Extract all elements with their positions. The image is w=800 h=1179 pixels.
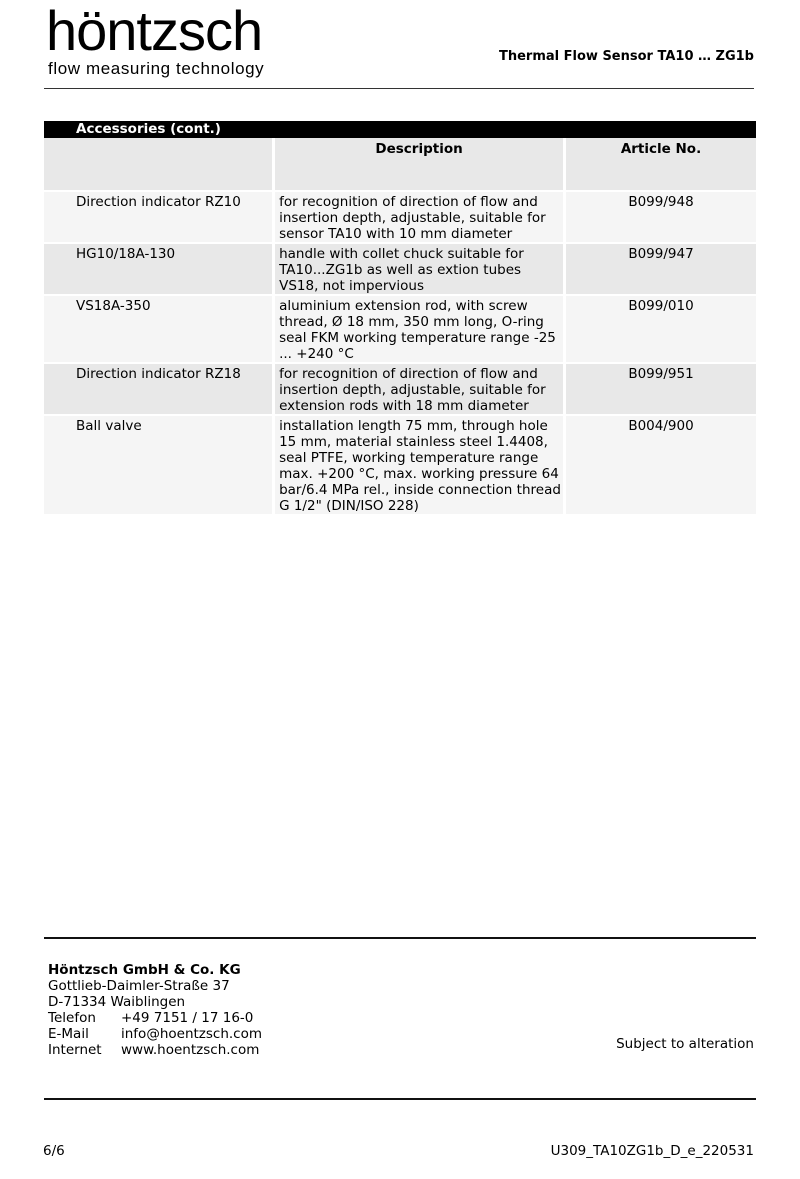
column-header-name bbox=[44, 138, 275, 190]
website-link[interactable]: www.hoentzsch.com bbox=[121, 1042, 260, 1058]
item-name: VS18A-350 bbox=[44, 294, 275, 362]
table-row bbox=[44, 294, 756, 362]
item-article-no: B099/947 bbox=[566, 242, 756, 294]
accessories-table bbox=[44, 121, 756, 514]
company-name: Höntzsch GmbH & Co. KG bbox=[48, 962, 241, 978]
item-name: Ball valve bbox=[44, 414, 275, 514]
item-article-no: B099/951 bbox=[566, 362, 756, 414]
email-link[interactable]: info@hoentzsch.com bbox=[121, 1026, 263, 1042]
web-row bbox=[48, 1042, 262, 1058]
phone-label: Telefon bbox=[48, 1010, 96, 1026]
item-description: handle with collet chuck suitable for TA10...ZG1b as well as extion tubes VS18, not impervious bbox=[275, 242, 566, 294]
item-article-no: B099/010 bbox=[566, 294, 756, 362]
column-header-row bbox=[44, 138, 756, 190]
phone-number: +49 7151 / 17 16-0 bbox=[121, 1010, 254, 1026]
phone-row bbox=[48, 1010, 262, 1026]
company-city: D-71334 Waiblingen bbox=[48, 994, 186, 1010]
footer-divider-bottom bbox=[44, 1098, 756, 1100]
header-divider bbox=[44, 88, 754, 89]
item-name: Direction indicator RZ18 bbox=[44, 362, 275, 414]
table-row bbox=[44, 242, 756, 294]
item-description: installation length 75 mm, through hole 15 mm, material stainless steel 1.4408, seal PTFE, working temperature range max. +200 °C, max. working pressure 64 bar/6.4 MPa rel., inside connection thread G 1/2" (DIN/ISO 228) bbox=[275, 414, 566, 514]
item-name: HG10/18A-130 bbox=[44, 242, 275, 294]
item-description: for recognition of direction of flow and insertion depth, adjustable, suitable for sensor TA10 with 10 mm diameter bbox=[275, 190, 566, 242]
section-title: Accessories (cont.) bbox=[44, 121, 756, 138]
table-row bbox=[44, 362, 756, 414]
item-article-no: B004/900 bbox=[566, 414, 756, 514]
email-row bbox=[48, 1026, 262, 1042]
table-row bbox=[44, 190, 756, 242]
company-street: Gottlieb-Daimler-Straße 37 bbox=[48, 978, 230, 994]
item-name: Direction indicator RZ10 bbox=[44, 190, 275, 242]
web-label: Internet bbox=[48, 1042, 102, 1058]
alteration-note: Subject to alteration bbox=[616, 1036, 754, 1052]
document-code: U309_TA10ZG1b_D_e_220531 bbox=[550, 1143, 754, 1159]
item-article-no: B099/948 bbox=[566, 190, 756, 242]
footer-divider-top bbox=[44, 937, 756, 939]
table-row bbox=[44, 414, 756, 514]
brand-logo: höntzsch bbox=[46, 0, 263, 62]
brand-tagline: flow measuring technology bbox=[48, 59, 265, 78]
email-label: E-Mail bbox=[48, 1026, 89, 1042]
document-title: Thermal Flow Sensor TA10 … ZG1b bbox=[498, 49, 754, 64]
item-description: for recognition of direction of flow and insertion depth, adjustable, suitable for extension rods with 18 mm diameter bbox=[275, 362, 566, 414]
page-number: 6/6 bbox=[43, 1143, 65, 1159]
section-header-row bbox=[44, 121, 756, 138]
column-header-article: Article No. bbox=[566, 138, 756, 190]
company-address bbox=[48, 962, 262, 1058]
item-description: aluminium extension rod, with screw thread, Ø 18 mm, 350 mm long, O-ring seal FKM working temperature range -25 ... +240 °C bbox=[275, 294, 566, 362]
column-header-description: Description bbox=[275, 138, 566, 190]
